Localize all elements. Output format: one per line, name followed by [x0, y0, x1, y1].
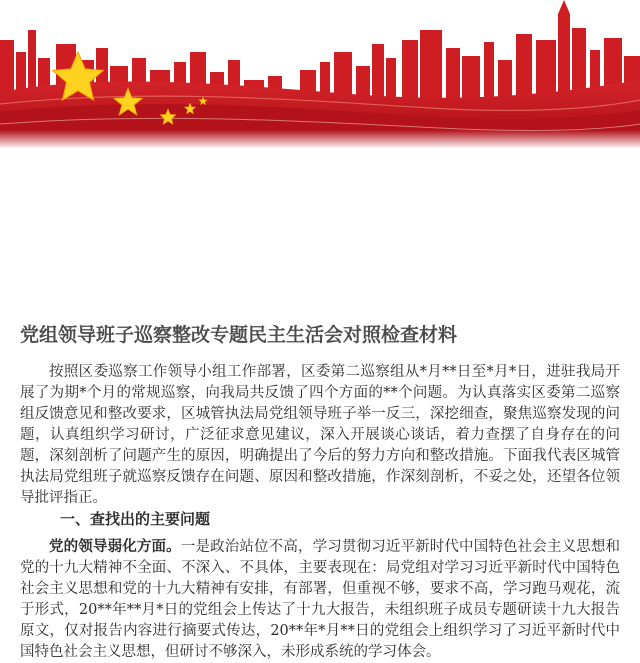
- intro-paragraph: 按照区委巡察工作领导小组工作部署，区委第二巡察组从*月**日至*月*日，进驻我局开展了为期*个月的常规巡察，向我局共反馈了四个方面的**个问题。为认真落实区委第二巡察组反馈意见和整改要求，区城管执法局党组领导班子举一反三，深挖细查，聚焦巡察发现的问题，认真组织学习研讨，广泛征求意见建议，深入开展谈心谈话，着力查摆了自身存在的问题，深刻剖析了问题产生的原因，明确提出了今后的努力方向和整改措施。下面我代表区城管执法局党组班子就巡察反馈存在问题、原因和整改措施，作深刻剖析，不妥之处，还望各位领导批评指正。: [20, 364, 620, 506]
- paragraph-lead: 党的领导弱化方面。: [49, 538, 181, 555]
- paragraph-text: 一是政治站位不高，学习贯彻习近平新时代中国特色社会主义思想和党的十九大精神不全面、不深入、不具体，主要表现在：局党组对学习习近平新时代中国特色社会主义思想和党的十九大精神有安排，有部署，但重视不够，要求不高，学习跑马观花，流于形式，20**年**月*日的党组会上传达了十九大报告，未组织班子成员专题研读十九大报告原文，仅对报告内容进行摘要式传达，20**年*月**日的党组会上组织学习了习近平新时代中国特色社会主义思想，但研讨不够深入，未形成系统的学习体会。: [20, 539, 621, 660]
- document-title: 党组领导班子巡察整改专题民主生活会对照检查材料: [20, 324, 458, 346]
- section-heading: 一、查找出的主要问题: [60, 510, 211, 528]
- header-banner: [0, 0, 640, 148]
- red-skyline-banner-graphic: [0, 0, 640, 148]
- body-paragraph: [20, 536, 620, 663]
